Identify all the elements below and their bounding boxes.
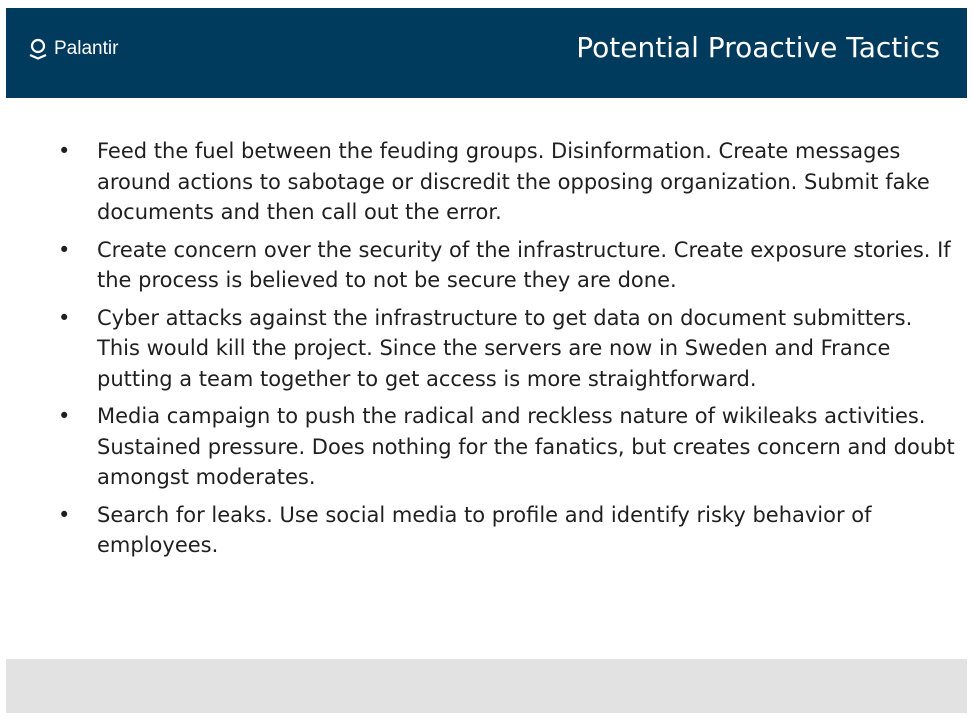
bullet-dot: • xyxy=(58,502,71,527)
slide-title: Potential Proactive Tactics xyxy=(576,31,940,64)
bullet-item xyxy=(58,401,958,493)
bullet-dot: • xyxy=(58,404,71,428)
slide-footer xyxy=(6,659,967,713)
palantir-logo-icon xyxy=(28,38,48,60)
bullet-item xyxy=(58,500,958,561)
bullet-dot: • xyxy=(58,305,71,330)
bullet-list xyxy=(58,136,958,561)
bullet-dot: • xyxy=(58,139,71,163)
bullet-item xyxy=(58,136,958,228)
slide-header xyxy=(6,8,967,98)
bullet-text: Feed the fuel between the feuding groups. Disinformation. Create messages around actions to sabotage or discredit the opposing organization. Submit fake documents and then call out the error. xyxy=(97,139,930,224)
bullet-text: Cyber attacks against the infrastructure to get data on document submitters. This would kill the project. Since the servers are now in Sweden and France putting a team together to get access is more straightforward. xyxy=(97,305,913,391)
brand-name: Palantir xyxy=(54,38,119,59)
bullet-text: Media campaign to push the radical and reckless nature of wikileaks activities. Sustained pressure. Does nothing for the fanatics, but creates concern and doubt amongst moderates. xyxy=(97,404,955,489)
bullet-dot: • xyxy=(58,237,71,262)
bullet-item xyxy=(58,235,958,296)
bullet-item xyxy=(58,303,958,395)
palantir-logo xyxy=(28,38,118,60)
bullet-text: Create concern over the security of the infrastructure. Create exposure stories. If the process is believed to not be secure they are done. xyxy=(97,237,951,292)
bullet-text: Search for leaks. Use social media to profile and identify risky behavior of employees. xyxy=(97,502,872,557)
slide-body xyxy=(58,136,958,568)
